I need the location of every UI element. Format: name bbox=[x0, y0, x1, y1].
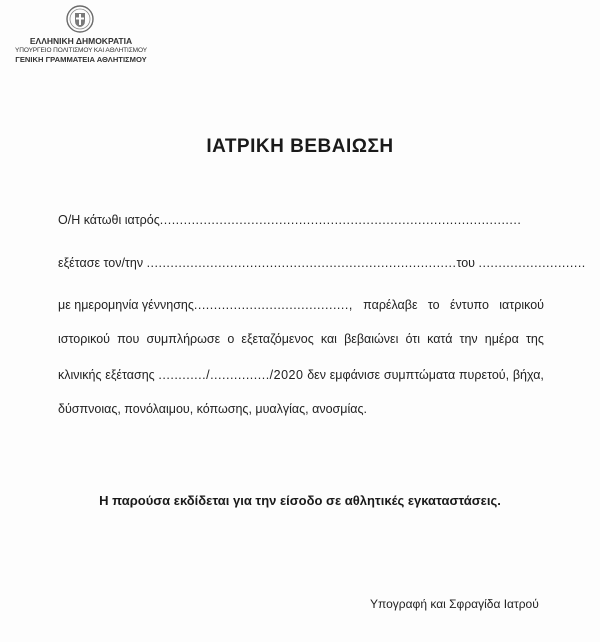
word: συμπλήρωσε bbox=[146, 332, 221, 346]
word: συμπτώματα bbox=[383, 368, 456, 382]
of-blank: ........................... bbox=[478, 256, 586, 270]
word: ημέρα bbox=[484, 332, 519, 346]
word: έντυπο bbox=[449, 298, 489, 312]
word: της bbox=[525, 332, 544, 346]
word: κλινικής bbox=[58, 368, 102, 382]
of-label: του bbox=[456, 256, 476, 270]
doctor-line bbox=[58, 213, 521, 227]
examined-blank: .............................................................................. bbox=[146, 256, 457, 270]
word: κατά bbox=[427, 332, 453, 346]
word: και bbox=[320, 332, 337, 346]
header-line-secretariat: ΓΕΝΙΚΗ ΓΡΑΜΜΑΤΕΙΑ ΑΘΛΗΤΙΣΜΟΥ bbox=[15, 55, 147, 64]
exam-date-line bbox=[58, 368, 544, 382]
word: εξέτασης bbox=[105, 368, 155, 382]
birth-line bbox=[58, 298, 544, 312]
word: πυρετού, bbox=[458, 368, 510, 382]
word: παρέλαβε bbox=[363, 298, 418, 312]
word: εξεταζόμενος bbox=[241, 332, 314, 346]
exam-month-blank: .............../2020 bbox=[210, 368, 304, 382]
history-line bbox=[58, 332, 544, 346]
document-title: ΙΑΤΡΙΚΗ ΒΕΒΑΙΩΣΗ bbox=[206, 136, 394, 157]
word: το bbox=[427, 298, 440, 312]
purpose-notice: Η παρούσα εκδίδεται για την είσοδο σε αθλητικές εγκαταστάσεις. bbox=[99, 493, 501, 508]
exam-day-blank: ............/ bbox=[158, 368, 211, 382]
word: ιατρικού bbox=[499, 298, 544, 312]
examined-line bbox=[58, 256, 586, 270]
word: ο bbox=[227, 332, 235, 346]
word: δεν bbox=[307, 368, 326, 382]
greek-coat-of-arms-icon bbox=[64, 4, 96, 34]
issuer-header bbox=[0, 37, 162, 64]
examined-label: εξέτασε τον/την bbox=[58, 256, 144, 270]
word: βεβαιώνει bbox=[344, 332, 399, 346]
word: που bbox=[117, 332, 140, 346]
header-line-ministry: ΥΠΟΥΡΓΕΙΟ ΠΟΛΙΤΙΣΜΟΥ ΚΑΙ ΑΘΛΗΤΙΣΜΟΥ bbox=[15, 47, 147, 54]
word: βήχα, bbox=[512, 368, 544, 382]
word: εμφάνισε bbox=[329, 368, 381, 382]
header-line-republic: ΕΛΛΗΝΙΚΗ ΔΗΜΟΚΡΑΤΙΑ bbox=[29, 36, 133, 46]
symptoms-line: δύσπνοιας, πονόλαιμου, κόπωσης, μυαλγίας, ανοσμίας. bbox=[58, 402, 367, 416]
doctor-blank: ........................................................................................... bbox=[159, 213, 522, 227]
word: ότι bbox=[405, 332, 420, 346]
birth-label: με ημερομηνία γέννησης bbox=[58, 298, 194, 312]
doctor-signature-label: Υπογραφή και Σφραγίδα Ιατρού bbox=[370, 597, 539, 611]
word: την bbox=[459, 332, 478, 346]
doctor-label: Ο/Η κάτωθι ιατρός bbox=[58, 213, 160, 227]
birth-blank: ......................................., bbox=[193, 298, 353, 312]
word: ιστορικού bbox=[58, 332, 110, 346]
